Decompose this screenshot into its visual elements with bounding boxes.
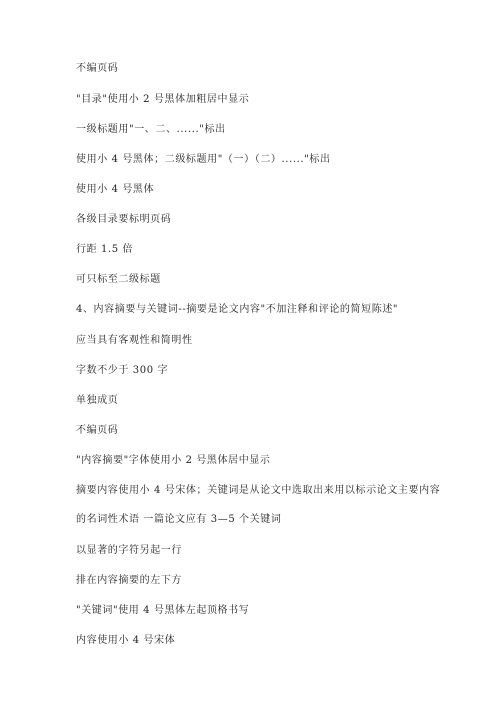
text-line: "内容摘要"字体使用小 2 号黑体居中显示	[76, 455, 271, 466]
text-line: 排在内容摘要的左下方	[76, 575, 182, 586]
text-line: 单独成页	[76, 395, 119, 406]
text-line: "关键词"使用 4 号黑体左起顶格书写	[76, 605, 250, 616]
text-line: 不编页码	[76, 63, 119, 74]
text-line: 应当具有客观性和简明性	[76, 335, 193, 346]
text-line: 使用小 4 号黑体；二级标题用"（一）（二）......"标出	[76, 154, 331, 165]
text-line: "目录"使用小 2 号黑体加粗居中显示	[76, 94, 250, 105]
text-line: 字数不少于 300 字	[76, 365, 169, 376]
text-line: 内容使用小 4 号宋体	[76, 635, 176, 646]
section-heading: 4、内容摘要与关键词--摘要是论文内容"不加注释和评论的简短陈述"	[76, 304, 399, 315]
text-line: 一级标题用"一、二、......"标出	[76, 124, 226, 135]
text-line: 各级目录要标明页码	[76, 214, 172, 225]
text-line: 不编页码	[76, 425, 119, 436]
text-line: 摘要内容使用小 4 号宋体；关键词是从论文中选取出来用以标示论文主要内容	[76, 485, 441, 496]
text-line: 以显著的字符另起一行	[76, 545, 182, 556]
text-line: 的名词性术语 一篇论文应有 3—5 个关键词	[76, 514, 282, 525]
text-line: 使用小 4 号黑体	[76, 184, 155, 195]
text-line: 可只标至二级标题	[76, 274, 161, 285]
text-line: 行距 1.5 倍	[76, 244, 134, 255]
